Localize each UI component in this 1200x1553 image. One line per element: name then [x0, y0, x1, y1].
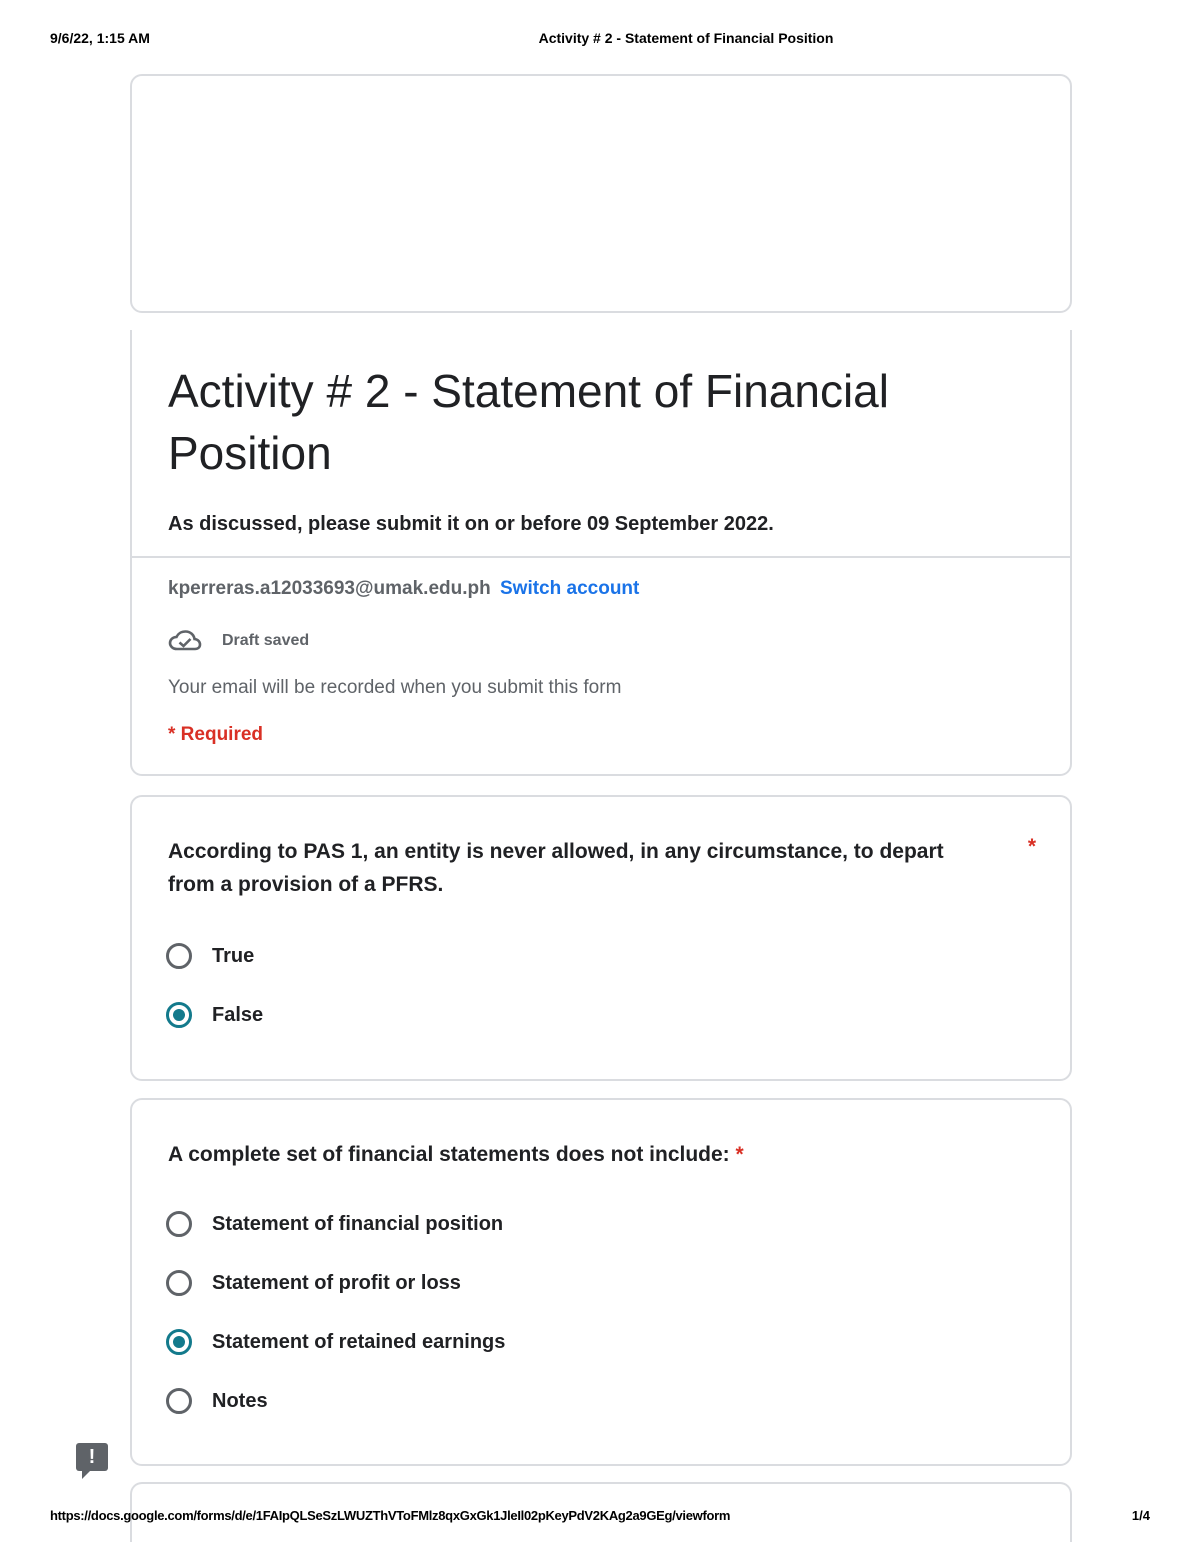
switch-account-link[interactable]: Switch account: [500, 578, 640, 599]
question-card-2: [130, 1098, 1072, 1466]
option-label: False: [212, 1003, 264, 1026]
option-label: Statement of retained earnings: [212, 1330, 506, 1353]
print-title: Activity # 2 - Statement of Financial Position: [538, 30, 834, 46]
feedback-icon[interactable]: !: [76, 1443, 108, 1471]
radio-checked-icon[interactable]: [166, 1329, 192, 1355]
option-notes[interactable]: [166, 1383, 268, 1419]
print-url: https://docs.google.com/forms/d/e/1FAIpQLSeSzLWUZThVToFMlz8qxGxGk1JleIl02pKeyPdV2KAg2a9GEg/viewform: [50, 1508, 731, 1523]
print-footer: [0, 1508, 1200, 1528]
option-label: Notes: [212, 1389, 268, 1412]
account-line: [168, 578, 639, 600]
question-text: A complete set of financial statements does not include:: [168, 1143, 730, 1166]
question-title: According to PAS 1, an entity is never allowed, in any circumstance, to depart from a provision of a PFRS.: [168, 840, 944, 896]
form-header-card: [130, 330, 1072, 776]
header-divider: [132, 556, 1070, 558]
draft-status-row: [168, 628, 309, 654]
question-card-1: [130, 795, 1072, 1081]
radio-checked-icon[interactable]: [166, 1002, 192, 1028]
radio-unchecked-icon[interactable]: [166, 1388, 192, 1414]
radio-unchecked-icon[interactable]: [166, 1211, 192, 1237]
option-false[interactable]: [166, 997, 263, 1033]
option-label: True: [212, 944, 255, 967]
page-number: 1/4: [1131, 1508, 1150, 1523]
option-financial-position[interactable]: [166, 1206, 503, 1242]
print-header: [0, 30, 1200, 50]
required-note: * Required: [168, 724, 264, 745]
print-datetime: 9/6/22, 1:15 AM: [50, 30, 150, 46]
header-banner-card: [130, 74, 1072, 313]
question-title: [168, 1138, 988, 1171]
cloud-done-icon: [168, 629, 202, 653]
option-true[interactable]: [166, 938, 254, 974]
required-star: *: [735, 1143, 744, 1166]
required-star: *: [1027, 835, 1036, 858]
option-profit-or-loss[interactable]: [166, 1265, 461, 1301]
form-description: As discussed, please submit it on or before 09 September 2022.: [168, 513, 774, 535]
radio-unchecked-icon[interactable]: [166, 943, 192, 969]
radio-unchecked-icon[interactable]: [166, 1270, 192, 1296]
draft-status: Draft saved: [222, 632, 310, 649]
account-email: kperreras.a12033693@umak.edu.ph: [168, 578, 491, 599]
form-title: Activity # 2 - Statement of Financial Position: [168, 365, 889, 479]
option-label: Statement of profit or loss: [212, 1271, 461, 1294]
option-label: Statement of financial position: [212, 1212, 504, 1235]
option-retained-earnings[interactable]: [166, 1324, 505, 1360]
email-record-note: Your email will be recorded when you submit this form: [168, 677, 622, 698]
